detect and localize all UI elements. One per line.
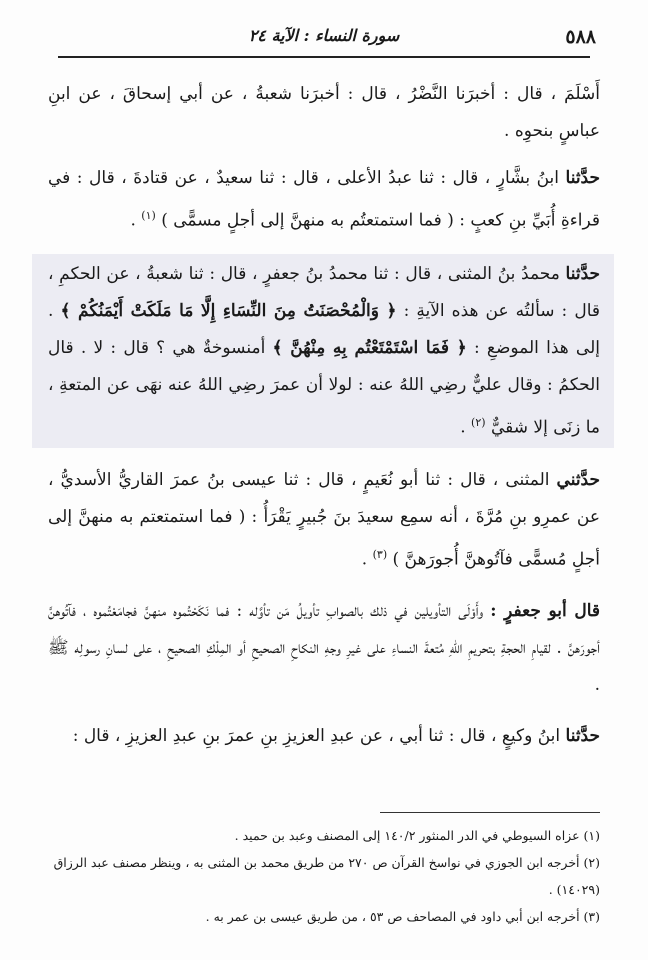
paragraph-2: حدَّثنا ابنُ بشَّارٍ ، قال : ثنا عبدُ الأعلى ، قال : ثنا سعيدٌ ، عن قتادةَ ، قال : في قراءةِ أُبَيِّ بنِ كعبٍ : ( فما استمتعتُم به منهنَّ إلى أجلٍ مسمًّى ) $^{(١)}$ .	[48, 168, 600, 231]
paragraph-3-text-c: أمنسوخةٌ هي ؟ قال : لا . قال الحكمُ : وقال عليٌّ رضِي اللهُ عنه : لولا أن عمرَ رضِي اللهُ عنه نهَى عن المتعةِ ، ما زنَى إلا شقيٌّ	[48, 337, 600, 438]
header-divider	[58, 56, 590, 58]
narration-lead: حدَّثنا	[565, 263, 601, 284]
footnote-2: (٢) أخرجه ابن الجوزي في نواسخ القرآن ص ٢٧٠ من طريق محمد بن المثنى به ، وينظر مصنف عبد الرزاق (١٤٠٢٩) .	[53, 855, 600, 897]
paragraph-4-text: المثنى ، قال : ثنا أبو نُعَيمٍ ، قال : ثنا عيسى بنُ عمرَ القاريُّ الأسديُّ ، عن عمرِو بنِ مُرَّةَ ، أنه سمِع سعيدَ بنَ جُبيرٍ يَقْرَأُ : ( فما استمتعتم به منهنَّ إلى أجلٍ مُسمًّى فآتُوهنَّ أُجورَهنَّ )	[48, 470, 600, 570]
narration-lead: حدَّثنا	[565, 725, 600, 746]
footnote-marker-2: (٢)	[471, 415, 486, 429]
header-title: سورة النساء : الآية ٢٤	[248, 26, 400, 45]
footnote-marker-1: (١)	[141, 209, 156, 222]
paragraph-3-text-b: . إلى هذا الموضعِ :	[48, 300, 601, 358]
quran-verse-2: ﴿ فَمَا اسْتَمْتَعْتُم بِهِ مِنْهُنَّ ﴾	[272, 337, 467, 358]
paragraph-1-text: أَسْلَمَ ، قال : أخبرَنا النَّضْرُ ، قال : أخبرَنا شعبةُ ، عن أبي إسحاقَ ، عن ابنِ عباسٍ بنحوِه .	[48, 84, 600, 141]
paragraph-4: حدَّثني المثنى ، قال : ثنا أبو نُعَيمٍ ، قال : ثنا عيسى بنُ عمرَ القاريُّ الأسديُّ ، عن عمرِو بنِ مُرَّةَ ، أنه سمِع سعيدَ بنَ جُبيرٍ يَقْرَأُ : ( فما استمتعتم به منهنَّ إلى أجلٍ مُسمًّى فآتُوهنَّ أُجورَهنَّ ) $^{(٣)}$ .	[48, 470, 600, 570]
narration-lead: حدَّثني	[556, 470, 600, 491]
main-text	[48, 76, 600, 769]
narration-lead: حدَّثنا	[565, 168, 600, 188]
paragraph-6	[48, 718, 600, 755]
page-number: ٥٨٨	[565, 26, 596, 48]
author-statement-lead: قال أبو جعفرٍ :	[490, 600, 600, 621]
footnote-3: (٣) أخرجه ابن أبي داود في المصاحف ص ٥٣ ، من طريق عيسى بن عمر به .	[205, 909, 600, 924]
footnote-marker-3: (٣)	[372, 548, 388, 562]
paragraph-1	[48, 76, 600, 150]
paragraph-3-text-a: محمدُ بنُ المثنى ، قال : ثنا محمدُ بنُ جعفرٍ ، قال : ثنا شعبةُ ، عن الحكمِ ، قال : سألتُه عن هذه الآيةِ :	[48, 263, 601, 321]
paragraph-3-highlighted: حدَّثنا محمدُ بنُ المثنى ، قال : ثنا محمدُ بنُ جعفرٍ ، قال : ثنا شعبةُ ، عن الحكمِ ، قال : سألتُه عن هذه الآيةِ : ﴿ وَالْمُحْصَنَتُ مِنَ النِّسَاءِ إِلَّا مَا مَلَكَتْ أَيْمَنُكُمْ ﴾ . إلى هذا الموضعِ : ﴿ فَمَا اسْتَمْتَعْتُم بِهِ مِنْهُنَّ ﴾ أمنسوخةٌ هي ؟ قال : لا . قال الحكمُ : وقال عليٌّ رضِي اللهُ عنه : لولا أن عمرَ رضِي اللهُ عنه نهَى عن المتعةِ ، ما زنَى إلا شقيٌّ $^{(٢)}$ .	[32, 254, 614, 449]
quran-verse-1: ﴿ وَالْمُحْصَنَتُ مِنَ النِّسَاءِ إِلَّا مَا مَلَكَتْ أَيْمَنُكُمْ ﴾	[60, 300, 397, 321]
paragraph-2-text: ابنُ بشَّارٍ ، قال : ثنا عبدُ الأعلى ، قال : ثنا سعيدٌ ، عن قتادةَ ، قال : في قراءةِ أُبَيِّ بنِ كعبٍ : ( فما استمتعتُم به منهنَّ إلى أجلٍ مسمًّى )	[48, 168, 600, 231]
footnote-1: (١) عزاه السيوطي في الدر المنثور ١٤٠/٢ إلى المصنف وعبد بن حميد .	[234, 828, 600, 843]
footnotes	[48, 822, 600, 930]
paragraph-6-text: ابنُ وكيعٍ ، قال : ثنا أبي ، عن عبدِ العزيزِ بنِ عمرَ بنِ عبدِ العزيزِ ، قال :	[72, 725, 561, 746]
paragraph-5-text: وأَوْلَى التأويلين في ذلك بالصوابِ تأويلُ مَن تأوَّله : فما نَكَحْتُموه منهنَّ فجامَعْتُموه ، فآتُوهنَّ أجورَهنَّ . لقيامِ الحجةِ بتحريمِ اللهِ مُتعةَ النساءِ على غيرِ وجهِ النكاحِ الصحيحِ أو المِلْكِ الصحيحِ ، على لسانِ رسولِه ﷺ .	[48, 600, 600, 695]
paragraph-5	[48, 593, 600, 704]
footnote-divider	[380, 812, 600, 813]
running-header	[0, 22, 648, 50]
